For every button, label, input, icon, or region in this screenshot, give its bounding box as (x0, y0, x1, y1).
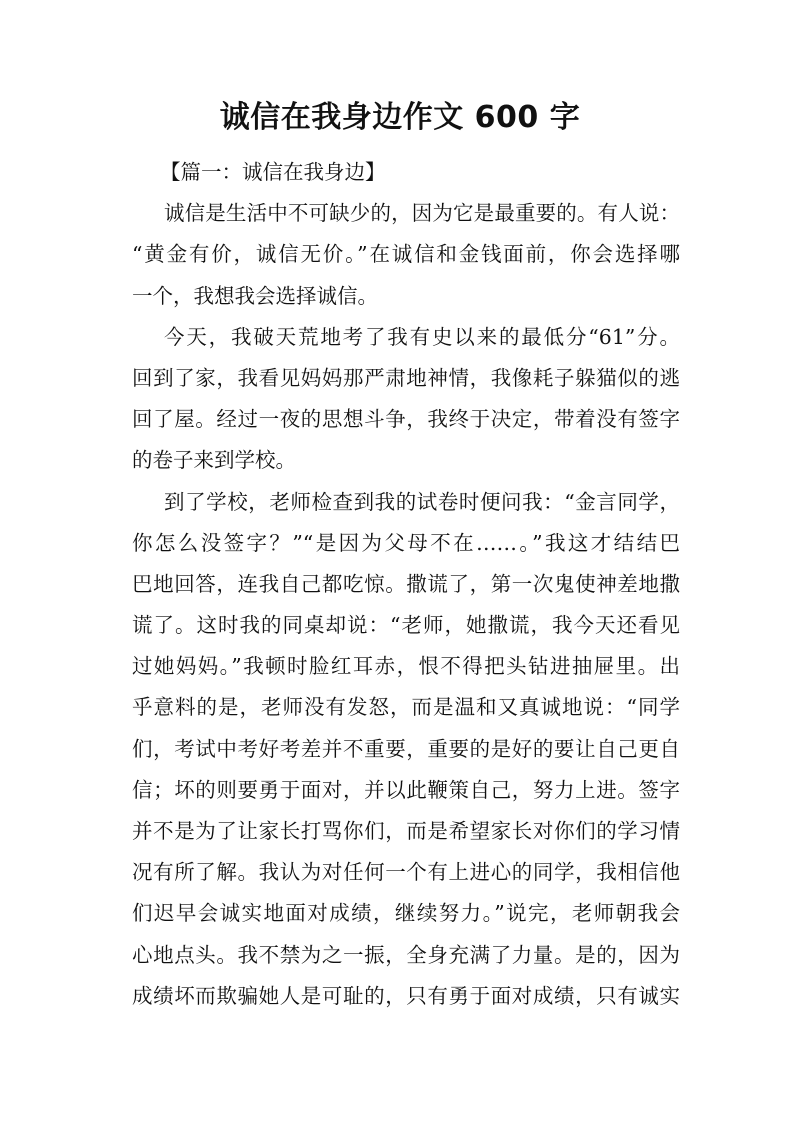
paragraph-line: 们迟早会诚实地面对成绩，继续努力。”说完，老师朝我会 (132, 901, 680, 926)
paragraph-line: 成绩坏而欺骗她人是可耻的，只有勇于面对成绩，只有诚实 (132, 983, 680, 1008)
paragraph-line: 乎意料的是，老师没有发怒，而是温和又真诚地说：“同学 (132, 695, 680, 720)
paragraph-line: 巴地回答，连我自己都吃惊。撒谎了，第一次鬼使神差地撒 (132, 571, 680, 596)
document-title: 诚信在我身边作文 600 字 (219, 100, 581, 135)
paragraph-line: 回到了家，我看见妈妈那严肃地神情，我像耗子躲猫似的逃 (132, 365, 680, 390)
paragraph-line: 过她妈妈。”我顿时脸红耳赤，恨不得把头钻进抽屉里。出 (132, 654, 680, 679)
paragraph-line: 信；坏的则要勇于面对，并以此鞭策自己，努力上进。签字 (132, 777, 680, 802)
paragraph-line: 况有所了解。我认为对任何一个有上进心的同学，我相信他 (132, 860, 680, 885)
paragraph-line: 谎了。这时我的同桌却说：“老师，她撒谎，我今天还看见 (132, 613, 680, 638)
paragraph-line: 并不是为了让家长打骂你们，而是希望家长对你们的学习情 (132, 819, 680, 843)
paragraph-line: 一个，我想我会选择诚信。 (132, 283, 378, 308)
paragraph-line: 的卷子来到学校。 (132, 448, 296, 473)
document-body (132, 152, 680, 1017)
paragraph-line: 到了学校，老师检查到我的试卷时便问我：“金言同学， (164, 489, 680, 514)
section-heading: 【篇一：诚信在我身边】 (160, 160, 386, 184)
paragraph-line: 诚信是生活中不可缺少的，因为它是最重要的。有人说： (164, 201, 680, 226)
paragraph-line: “黄金有价，诚信无价。”在诚信和金钱面前，你会选择哪 (132, 242, 680, 267)
paragraph-line: 今天，我破天荒地考了我有史以来的最低分“61”分。 (164, 324, 680, 349)
paragraph-line: 们，考试中考好考差并不重要，重要的是好的要让自己更自 (132, 736, 680, 761)
paragraph-line: 你怎么没签字？”“是因为父母不在……。”我这才结结巴 (132, 530, 680, 555)
paragraph-line: 心地点头。我不禁为之一振，全身充满了力量。是的，因为 (132, 942, 680, 967)
paragraph-line: 回了屋。经过一夜的思想斗争，我终于决定，带着没有签字 (132, 407, 680, 432)
